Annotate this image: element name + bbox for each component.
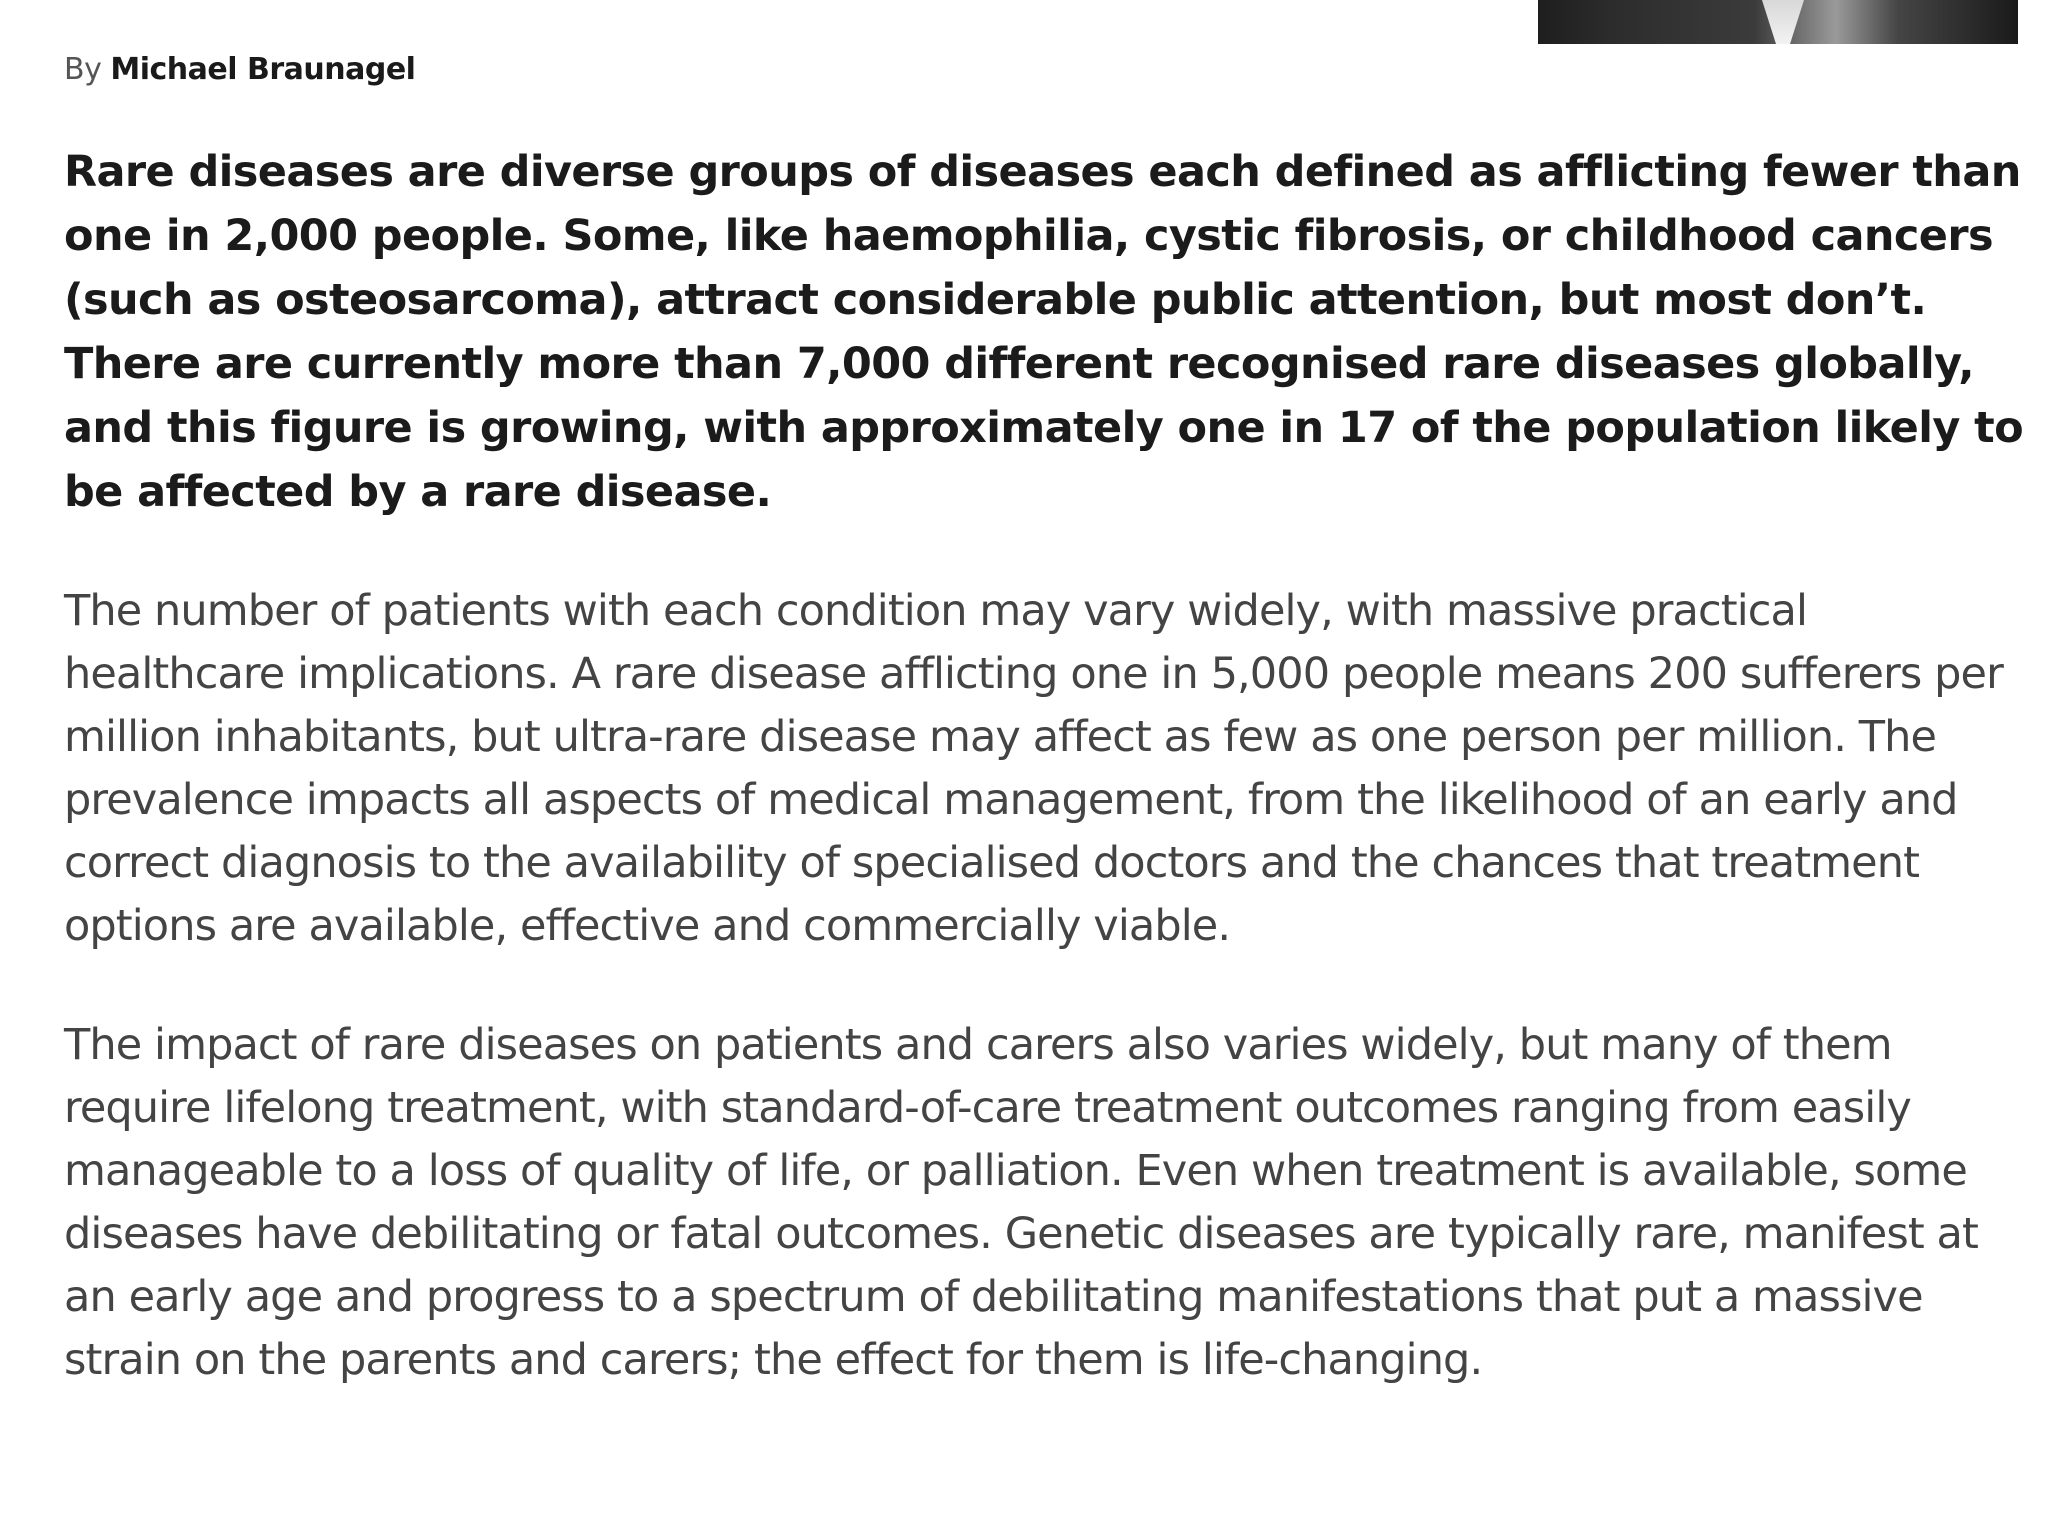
article-paragraph: The impact of rare diseases on patients and carers also varies widely, but many of them require lifelong treatment, with standard-of-care treatment outcomes ranging from easily manageable to a loss of quality of life, or palliation. Even when treatment is available, some diseases have debilitating or fatal outcomes. Genetic diseases are typically rare, manifest at an early age and progress to a spectrum of debilitating manifestations that put a massive strain on the parents and carers; the effect for them is life-changing. [64,1020,1978,1385]
byline [64,52,415,87]
article-paragraph: The number of patients with each condition may vary widely, with massive practical healthcare implications. A rare disease afflicting one in 5,000 people means 200 sufferers per million inhabitants, but ultra-rare disease may affect as few as one person per million. The prevalence impacts all aspects of medical management, from the likelihood of an early and correct diagnosis to the availability of specialised doctors and the chances that treatment options are available, effective and commercially viable. [64,586,2003,951]
author-photo-shirt [1748,0,1818,44]
byline-prefix: By [64,52,102,87]
article-body [64,140,2024,1448]
article-lead: Rare diseases are diverse groups of diseases each defined as afflicting fewer than one in 2,000 people. Some, like haemophilia, cystic fibrosis, or childhood cancers (such as osteosarcoma), attract considerable public attention, but most don’t. There are currently more than 7,000 different recognised rare diseases globally, and this figure is growing, with approximately one in 17 of the population likely to be affected by a rare disease. [64,147,2024,517]
author-name[interactable]: Michael Braunagel [110,52,416,87]
author-photo [1538,0,2018,44]
